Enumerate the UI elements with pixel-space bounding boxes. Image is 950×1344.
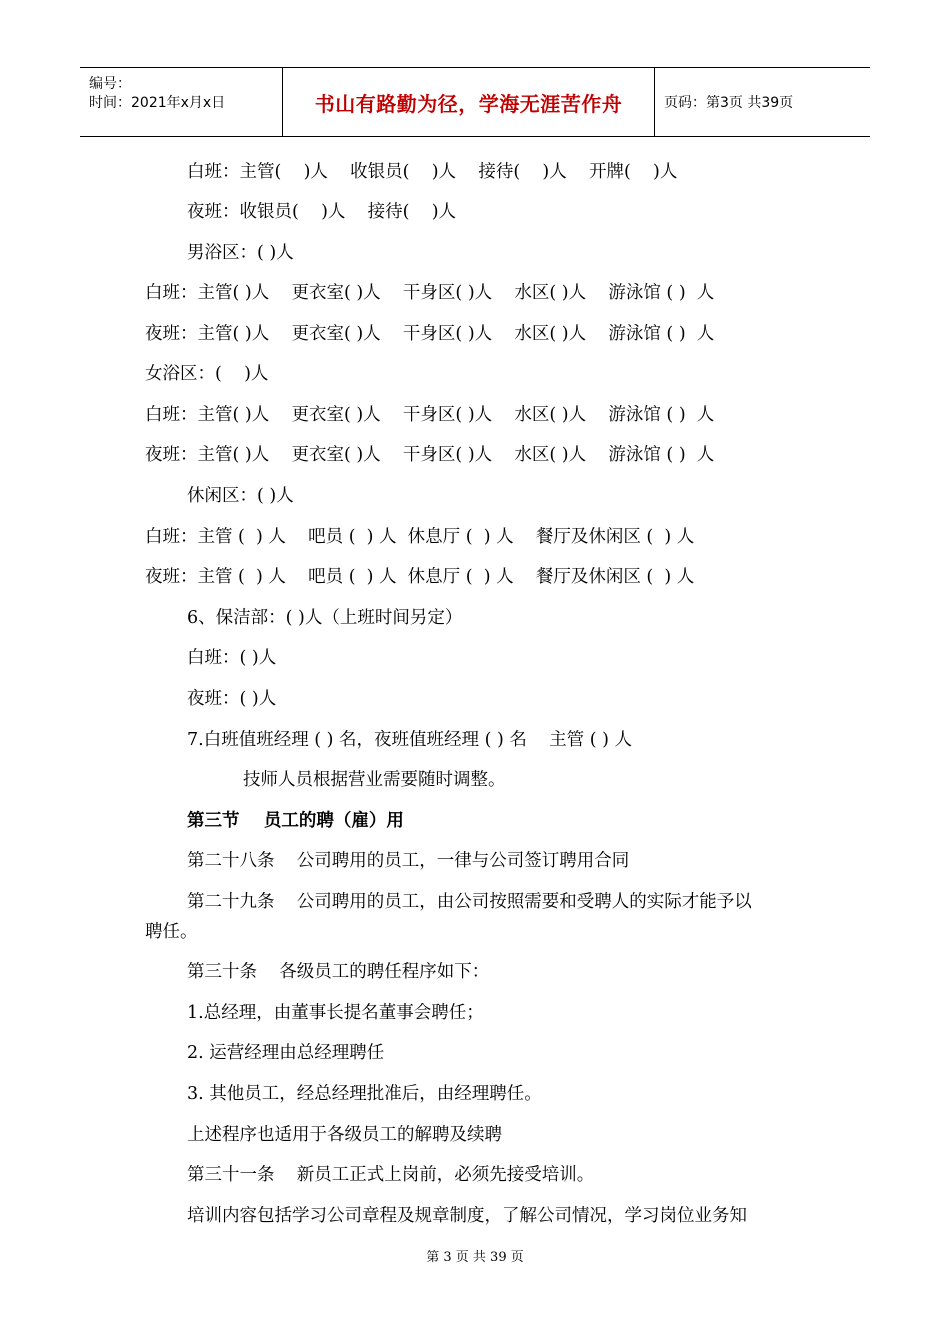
text-line: 白班：主管( )人 收银员( )人 接待( )人 开牌( )人 [187,162,678,182]
text-line: 白班：主管( )人 更衣室( )人 干身区( )人 水区( )人 游泳馆 ( ) 人 [145,405,715,425]
text-line: 夜班：主管( )人 更衣室( )人 干身区( )人 水区( )人 游泳馆 ( ) 人 [145,324,715,344]
text-line: 女浴区：( )人 [145,364,269,384]
section-heading: 第三节 员工的聘（雇）用 [187,811,404,831]
header-meta [80,68,282,136]
text-line: 7.白班值班经理 ( ) 名，夜班值班经理 ( ) 名 主管 ( ) 人 [187,730,632,750]
text-line: 夜班：主管 ( ) 人 吧员 ( ) 人 休息厅 ( ) 人 餐厅及休闲区 ( ) 人 [145,567,695,587]
header-page-cell [655,68,870,136]
text-line: 夜班：收银员( )人 接待( )人 [187,202,457,222]
header-motto-cell [283,68,654,136]
text-line: 3. 其他员工，经总经理批准后，由经理聘任。 [187,1084,542,1104]
text-line: 聘任。 [145,922,198,942]
header-motto: 书山有路勤为径，学海无涯苦作舟 [314,91,623,116]
text-line: 6、保洁部：( )人（上班时间另定） [187,608,463,628]
text-line: 休闲区：( )人 [187,486,294,506]
text-line: 第二十九条 公司聘用的员工，由公司按照需要和受聘人的实际才能予以 [187,892,752,912]
page-header [80,67,870,137]
text-line: 夜班：( )人 [187,689,277,709]
text-line: 1.总经理，由董事长提名董事会聘任； [187,1003,484,1023]
text-line: 第二十八条 公司聘用的员工，一律与公司签订聘用合同 [187,851,630,871]
text-line: 男浴区：( )人 [187,243,294,263]
text-line: 白班：主管 ( ) 人 吧员 ( ) 人 休息厅 ( ) 人 餐厅及休闲区 ( ) 人 [145,527,695,547]
text-line: 白班：( )人 [187,648,277,668]
header-page-info: 页码：第3页 共39页 [664,95,794,111]
text-line: 第三十条 各级员工的聘任程序如下： [187,962,490,982]
text-line: 夜班：主管( )人 更衣室( )人 干身区( )人 水区( )人 游泳馆 ( ) 人 [145,445,715,465]
document-time-label: 时间：2021年x月x日 [89,95,226,111]
text-line: 上述程序也适用于各级员工的解聘及续聘 [187,1125,502,1145]
text-line: 培训内容包括学习公司章程及规章制度，了解公司情况，学习岗位业务知 [187,1206,747,1226]
text-line: 2. 运营经理由总经理聘任 [187,1043,385,1063]
text-line: 技师人员根据营业需要随时调整。 [243,770,506,790]
document-number-label: 编号： [89,76,131,92]
page-footer: 第 3 页 共 39 页 [426,1250,524,1265]
text-line: 第三十一条 新员工正式上岗前，必须先接受培训。 [187,1165,595,1185]
text-line: 白班：主管( )人 更衣室( )人 干身区( )人 水区( )人 游泳馆 ( ) 人 [145,283,715,303]
